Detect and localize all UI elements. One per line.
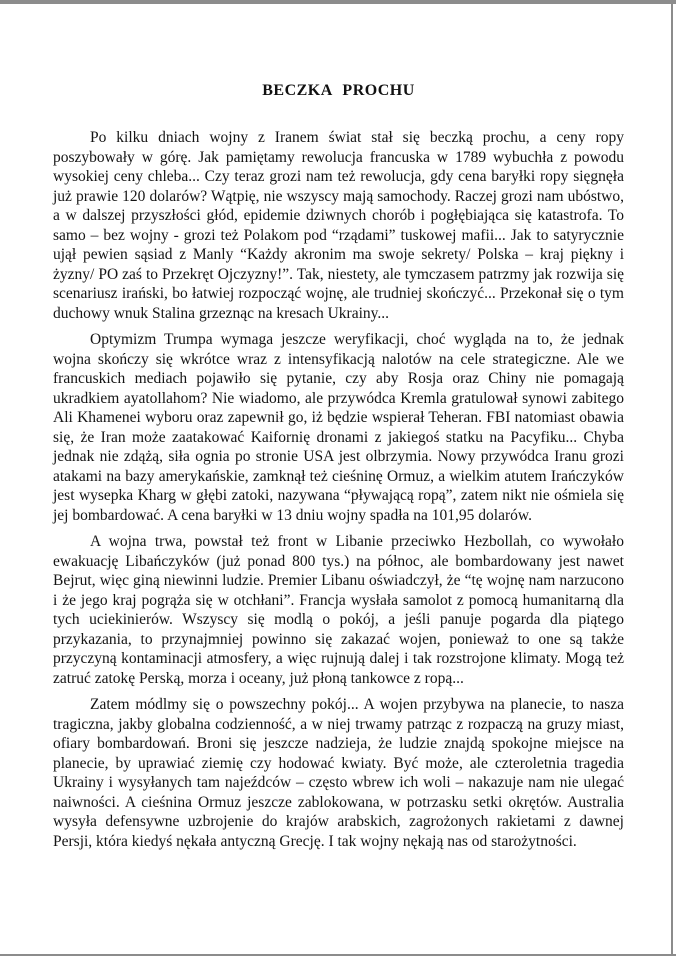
paragraph-3: A wojna trwa, powstał też front w Libanie przeciwko Hezbollah, co wywołało ewakuację Libańczyków (już ponad 800 tys.) na północ, ale bombardowany jest nawet Bejrut, więc giną niewinni ludzie. Premier Libanu oświadczył, że “tę wojnę nam narzucono i że jego kraj pogrąża się w otchłani”. Francja wysłała samolot z pomocą humanitarną dla tych uciekinierów. Wszyscy się modlą o pokój, a jeśli panuje pogarda dla piątego przykazania, to przynajmniej powinno się zakazać wojen, ponieważ to one są także przyczyną kontaminacji atmosfery, a więc rujnują dalej i tak rozstrojone klimaty. Mogą też zatruć zatokę Perską, morza i oceany, już płoną tankowce z ropą... <box>53 533 624 687</box>
document-title: BECZKA PROCHU <box>262 82 415 99</box>
paragraph-1: Po kilku dniach wojny z Iranem świat stał się beczką prochu, a ceny ropy poszybowały w górę. Jak pamiętamy rewolucja francuska w 1789 wybuchła z powodu wysokiej ceny chleba... Czy teraz grozi nam też rewolucja, gdy cena baryłki ropy sięgnęła już prawie 120 dolarów? Wątpię, nie wszyscy mają samochody. Raczej grozi nam ubóstwo, a w dalszej przyszłości głód, epidemie dziwnych chorób i pogłębiająca się katastrofa. To samo – bez wojny - grozi też Polakom pod “rządami” tuskowej mafii... Jak to satyrycznie ujął pewien sąsiad z Manly “Każdy akronim ma swoje sekrety/ Polska – kraj piękny i żyzny/ PO zaś to Przekręt Ojczyzny!”. Tak, niestety, ale tymczasem patrzmy jak rozwija się scenariusz irański, bo łatwiej rozpocząć wojnę, ale trudniej skończyć... Przekonał się o tym duchowy wnuk Stalina grzeznąc na kresach Ukrainy... <box>53 129 624 322</box>
paragraph-2: Optymizm Trumpa wymaga jeszcze weryfikacji, choć wygląda na to, że jednak wojna skończy się wkrótce wraz z intensyfikacją nalotów na cele strategiczne. Ale we francuskich mediach pojawiło się pytanie, czy aby Rosja oraz Chiny nie pomagają ukradkiem ayatollahom? Nie wiadomo, ale przywódca Kremla gratulował synowi zabitego Ali Khamenei wyboru oraz zapewnił go, iż będzie wspierał Teheran. FBI natomiast obawia się, że Iran może zaatakować Kaifornię dronami z jakiegoś statku na Pacyfiku... Chyba jednak nie zdążą, siła ognia po stronie USA jest olbrzymia. Nowy przywódca Iranu grozi atakami na bazy amerykańskie, zamknął też cieśninę Ormuz, a wielkim atutem Irańczyków jest wysepka Kharg w głębi zatoki, nazywana “pływającą ropą”, zatem nikt nie ośmiela się jej bombardować. A cena baryłki w 13 dniu wojny spadła na 101,95 dolarów. <box>53 331 624 524</box>
page-edge-bottom <box>0 954 676 956</box>
paragraph-4: Zatem módlmy się o powszechny pokój... A wojen przybywa na planecie, to nasza tragiczna, jakby globalna codzienność, a w niej trwamy patrząc z rozpaczą na gruzy miast, ofiary bombardowań. Broni się jeszcze nadzieja, że ludzie znajdą spokojne miejsce na planecie, by uprawiać ziemię czy hodować kwiaty. Być może, ale czteroletnia tragedia Ukrainy i wysyłanych tam najeźdców – często wbrew ich woli – nakazuje nam nie ulegać naiwności. A cieśnina Ormuz jeszcze zablokowana, w potrzasku setki okrętów. Australia wysyła defensywne uzbrojenie do krajów arabskich, zagrożonych rakietami z dawnej Persji, która kiedyś nękała antyczną Grecję. I tak wojny nękają nas od starożytności. <box>53 696 624 850</box>
